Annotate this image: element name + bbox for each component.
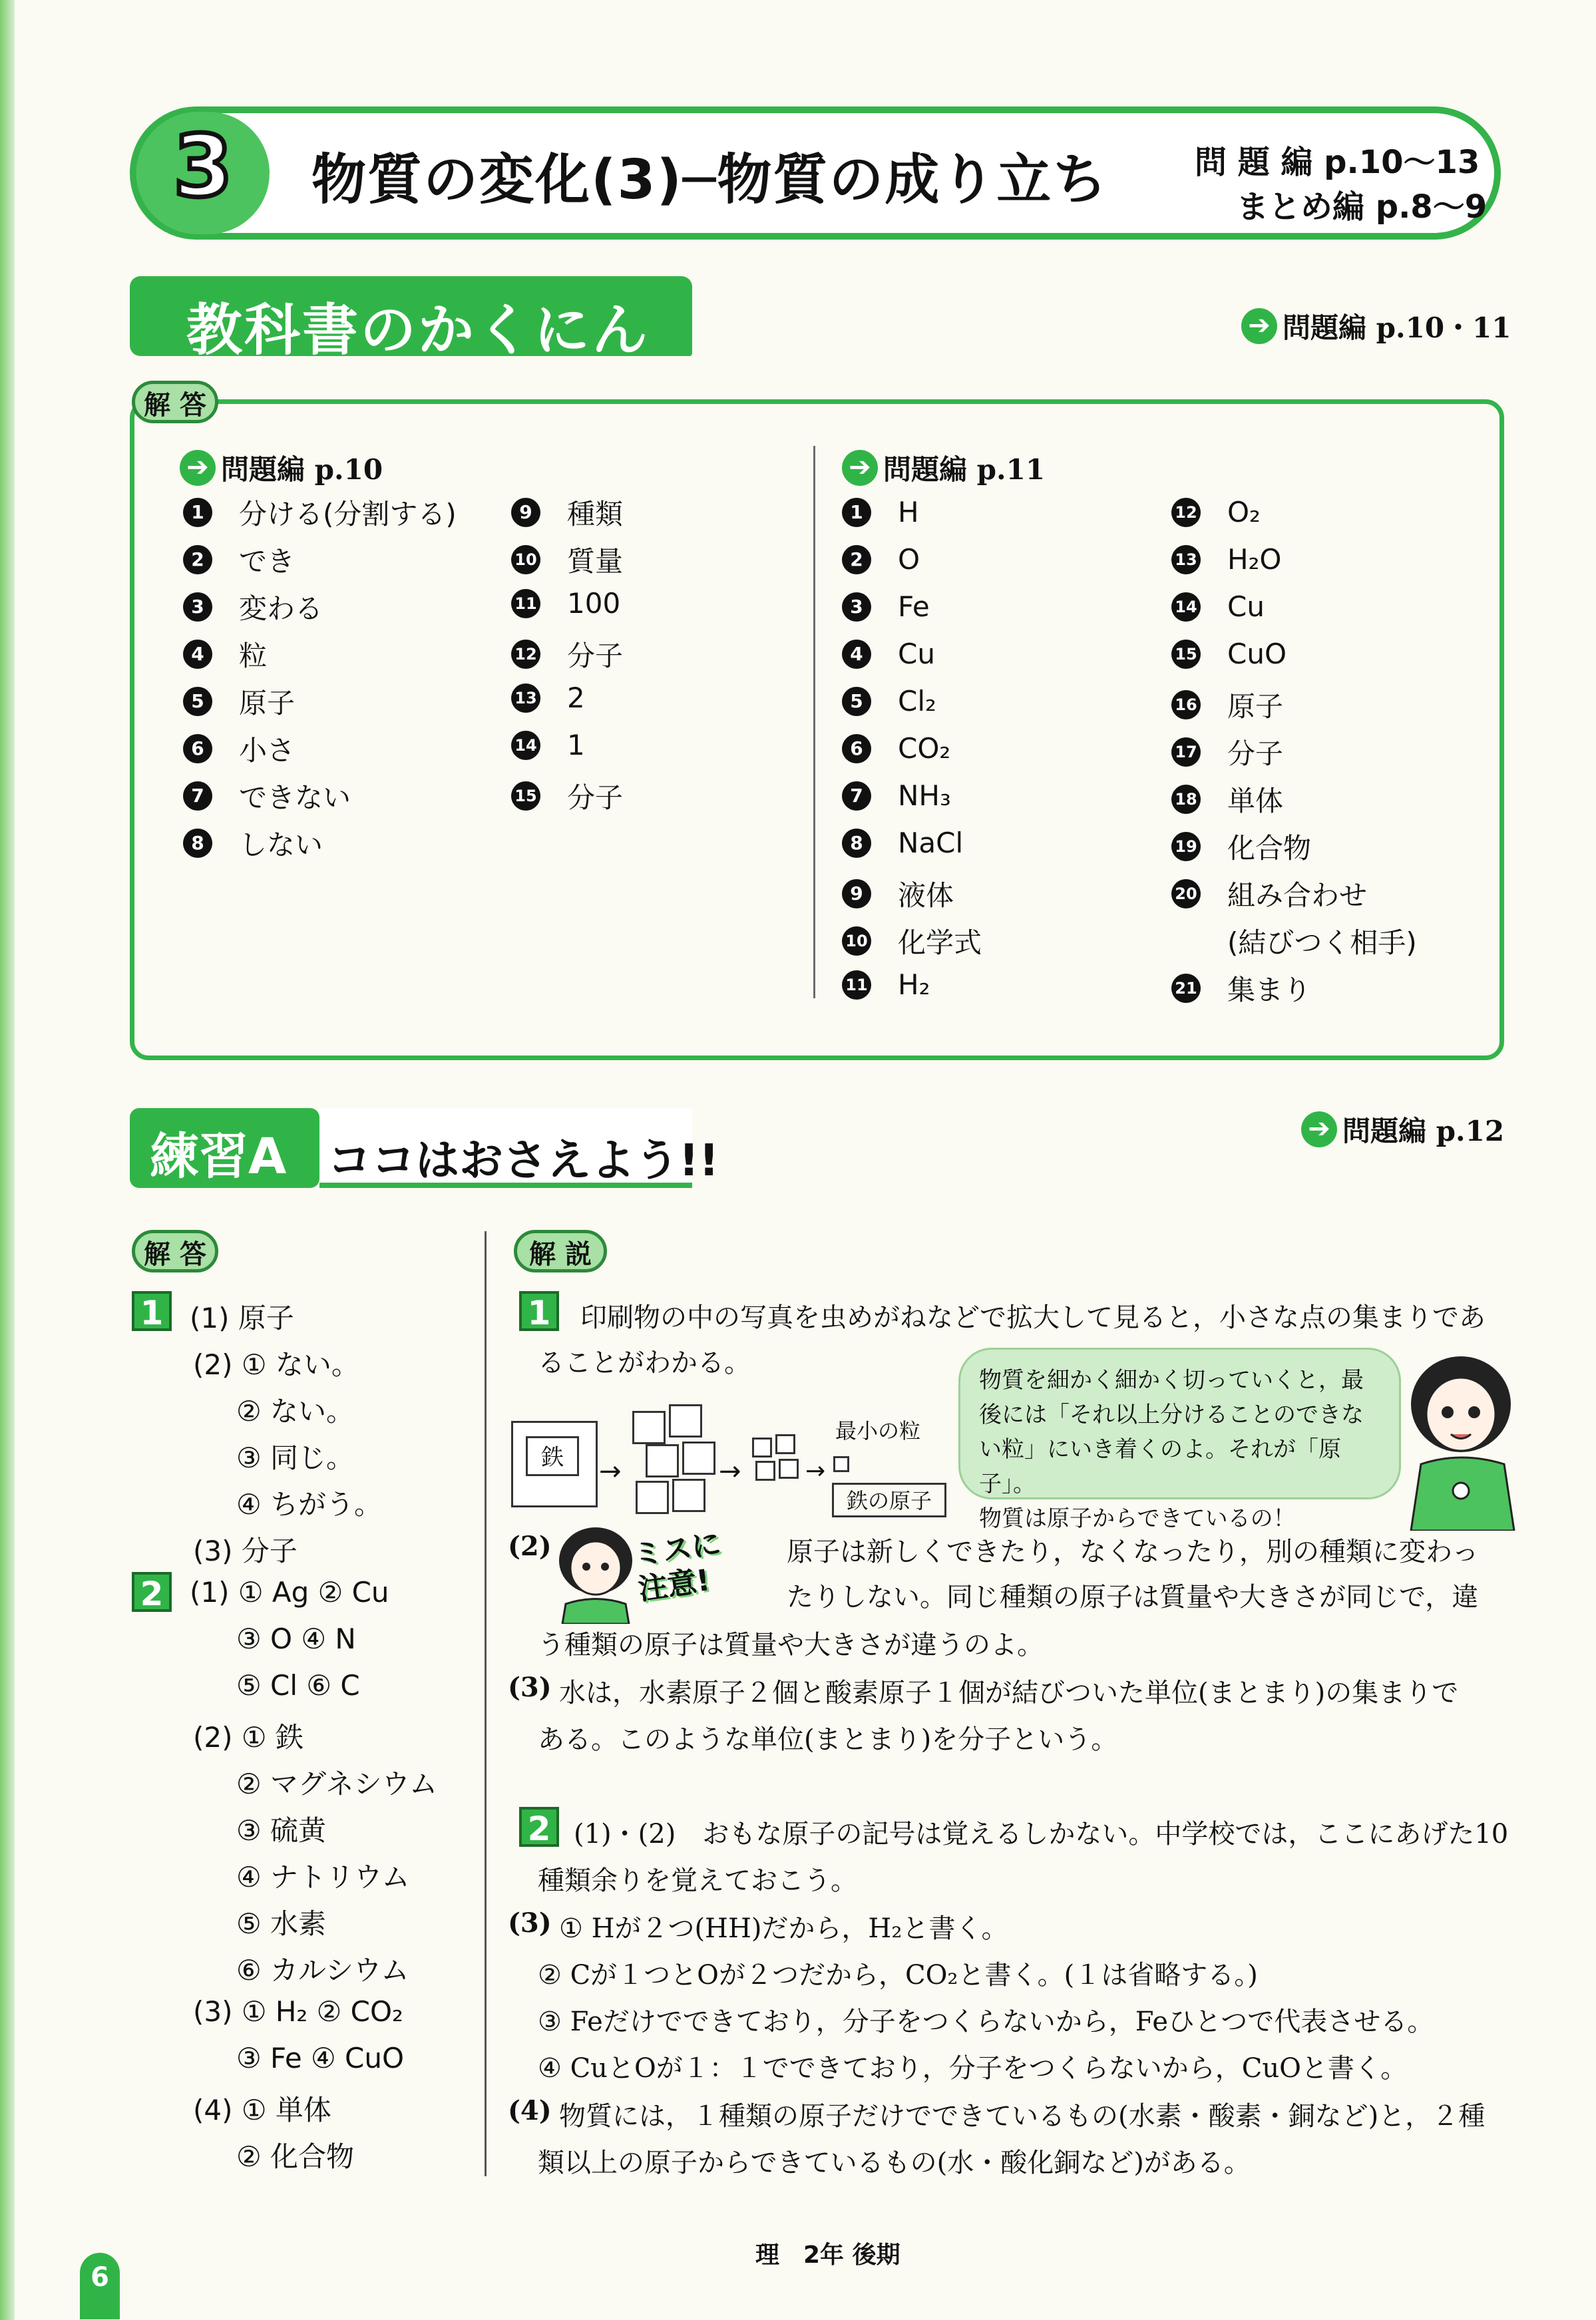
item-number: 11 — [842, 970, 871, 1000]
item-text: NaCl — [898, 827, 964, 859]
answer-line: ② 化合物 — [236, 2140, 355, 2173]
item-text: 化学式 — [898, 926, 982, 959]
item-text: 2 — [567, 681, 585, 714]
cube — [682, 1442, 715, 1475]
item-number: 18 — [1171, 785, 1201, 814]
answer-item — [842, 968, 930, 1001]
answer-item — [842, 685, 936, 717]
item-text: 分子 — [567, 640, 624, 672]
practice-a-title: 練習A — [150, 1128, 287, 1185]
footer-subject: 理 2年 後期 — [755, 2241, 900, 2269]
answer-item — [842, 779, 951, 812]
item-number: 21 — [1171, 974, 1201, 1003]
item-number: 15 — [1171, 640, 1201, 669]
answer-line: (1) 原子 — [190, 1302, 294, 1334]
item-number: 1 — [183, 498, 212, 527]
answer-item — [842, 732, 950, 765]
item-number: 3 — [183, 592, 212, 622]
answer-line: ⑥ カルシウム — [236, 1954, 409, 1987]
item-text: H — [898, 496, 919, 528]
answer-item — [842, 827, 963, 859]
column-divider — [813, 446, 815, 998]
answer-item — [183, 492, 457, 532]
speech-bubble — [958, 1348, 1401, 1532]
arrow-right-icon: ➔ — [1241, 308, 1277, 344]
cube — [632, 1411, 666, 1444]
cube — [779, 1459, 799, 1479]
item-text: Cu — [898, 638, 935, 670]
item-number: 2 — [183, 545, 212, 574]
item-number: 6 — [183, 734, 212, 763]
answer-line: (1) ① Ag ② Cu — [190, 1576, 389, 1609]
item-text: O₂ — [1227, 496, 1261, 528]
item-text: (結びつく相手) — [1227, 926, 1417, 959]
answer-item — [1171, 732, 1283, 772]
answer-item — [1171, 638, 1287, 670]
exp-line: ② Cが１つとOが２つだから，CO₂と書く。(１は省略する。) — [538, 1960, 1258, 1991]
explanation-label: 解 説 — [514, 1230, 607, 1272]
cube — [669, 1404, 702, 1438]
answer-item — [1171, 921, 1417, 961]
question-1-marker: 1 — [132, 1291, 185, 1331]
practice-a-subtitle: ココはおさえよう!! — [327, 1135, 719, 1186]
answer-item — [183, 823, 323, 863]
item-text: Fe — [898, 590, 930, 623]
item-number: 7 — [183, 781, 212, 811]
exp-line: う種類の原子は質量や大きさが違うのよ。 — [538, 1630, 1044, 1660]
item-number: 10 — [842, 926, 871, 956]
smallest-cube — [833, 1456, 849, 1472]
item-text: しない — [239, 829, 323, 861]
item-text: 変わる — [239, 592, 323, 625]
item-text: 分子 — [1227, 737, 1284, 770]
bubble-line: 物質を細かく細かく切っていくと，最 — [979, 1367, 1364, 1394]
exp-line: ③ Feだけでできており，分子をつくらないから，Feひとつで代表させる。 — [538, 2007, 1434, 2037]
item-number: 4 — [842, 640, 871, 669]
cube — [646, 1444, 679, 1477]
item-number: 12 — [511, 640, 540, 669]
answer-item — [511, 634, 623, 674]
cube — [672, 1479, 705, 1512]
practice-a-tab — [130, 1108, 319, 1188]
item-text: CO₂ — [898, 732, 951, 765]
exp-line: ① Hが２つ(HH)だから，H₂と書く。 — [559, 1913, 1008, 1944]
item-text: 種類 — [567, 498, 624, 530]
answer-item — [1171, 685, 1283, 725]
answer-item — [183, 729, 295, 769]
item-number: 11 — [511, 589, 540, 618]
answer-item — [511, 492, 623, 532]
answer-item — [1171, 496, 1261, 528]
answer-line: ③ O ④ N — [236, 1623, 356, 1655]
answer-line: ③ 同じ。 — [236, 1442, 355, 1474]
item-number: 5 — [183, 687, 212, 716]
answer-item — [1171, 827, 1311, 867]
item-text: NH₃ — [898, 779, 951, 812]
item-text: O — [898, 543, 920, 576]
item-number: 5 — [842, 687, 871, 716]
answer-item — [183, 587, 323, 627]
item-text: 化合物 — [1227, 832, 1312, 865]
answer-item — [1171, 874, 1367, 914]
exp-q2-marker: 2 — [519, 1807, 572, 1847]
exp-line: 水は，水素原子２個と酸素原子１個が結びついた単位(まとまり)の集まりで — [559, 1678, 1459, 1708]
answer-line: ② マグネシウム — [236, 1768, 438, 1800]
answer-line: ③ 硫黄 — [236, 1814, 327, 1847]
cube — [636, 1481, 669, 1514]
bubble-line: 後には「それ以上分けることのできな — [979, 1402, 1364, 1428]
answer-item — [1171, 590, 1265, 623]
item-number: 4 — [183, 640, 212, 669]
answer-item — [842, 496, 919, 528]
chapter-number-badge — [136, 112, 270, 234]
item-text: 分ける(分割する) — [239, 498, 457, 530]
answer-item — [842, 921, 982, 961]
item-text: H₂ — [898, 968, 930, 1001]
exp-line: ④ CuとOが１：１でできており，分子をつくらないから，CuOと書く。 — [538, 2053, 1408, 2084]
answer-line: ⑤ 水素 — [236, 1907, 327, 1940]
answer-line: (2) ① ない。 — [193, 1348, 359, 1381]
item-number: 17 — [1171, 737, 1201, 767]
answer-item — [842, 638, 935, 670]
item-number: 15 — [511, 781, 540, 811]
arrow-2: → — [719, 1456, 741, 1487]
exp-mark: (3) — [508, 1672, 552, 1703]
item-number: 1 — [842, 498, 871, 527]
item-text: 1 — [567, 729, 585, 761]
answer-line: (3) 分子 — [193, 1535, 298, 1567]
answer-item — [511, 681, 585, 714]
item-number: 14 — [1171, 592, 1201, 622]
exp-line: 種類余りを覚えておこう。 — [538, 1865, 857, 1896]
girl-character-illustration — [1398, 1351, 1524, 1531]
exp-line: 印刷物の中の写真を虫めがねなどで拡大して見ると，小さな点の集まりであ — [580, 1302, 1486, 1333]
exp-line: 類以上の原子からできているもの(水・酸化銅など)がある。 — [538, 2148, 1251, 2178]
arrow-right-icon: ➔ — [180, 450, 216, 486]
answer-line: ② ない。 — [236, 1395, 355, 1428]
cube — [752, 1438, 772, 1457]
item-number: 10 — [511, 545, 540, 574]
item-text: 質量 — [567, 545, 624, 578]
item-number: 13 — [1171, 545, 1201, 574]
item-number: 9 — [511, 498, 540, 527]
item-text: 液体 — [898, 879, 954, 912]
caution-badge: ミスに注意! — [631, 1526, 723, 1607]
answer-label: 解 答 — [132, 381, 218, 423]
exp-q1-marker: 1 — [519, 1291, 572, 1331]
answer-line: ④ ちがう。 — [236, 1488, 383, 1521]
exp-line: (1)・(2) おもな原子の記号は覚えるしかない。中学校では，ここにあげた10 — [574, 1819, 1509, 1849]
answer-item — [842, 590, 930, 623]
item-text: Cu — [1227, 590, 1265, 623]
answer-line: (4) ① 単体 — [193, 2094, 331, 2126]
item-number: 20 — [1171, 879, 1201, 908]
answer-item — [842, 543, 920, 576]
item-number: 12 — [1171, 498, 1201, 527]
exp-line: 物質には，１種類の原子だけでできているもの(水素・酸素・銅など)と，２種 — [559, 2101, 1486, 2132]
item-number: 19 — [1171, 832, 1201, 861]
answer-item — [183, 776, 351, 816]
item-text: 分子 — [567, 781, 624, 814]
item-text: できない — [239, 781, 351, 814]
answer-line: (2) ① 鉄 — [193, 1721, 303, 1754]
chapter-number: 3 — [173, 117, 233, 216]
item-text: 粒 — [239, 640, 268, 672]
item-number: 2 — [842, 545, 871, 574]
item-number: 14 — [511, 731, 540, 760]
answer-item — [183, 634, 267, 674]
item-text: でき — [239, 545, 296, 578]
item-text: 単体 — [1227, 785, 1284, 817]
iron-atom-label: 鉄の原子 — [832, 1483, 946, 1517]
item-text: H₂O — [1227, 543, 1282, 576]
answer-line: ④ ナトリウム — [236, 1861, 410, 1893]
bubble-line: い粒」にいき着くのよ。それが「原子」。 — [979, 1436, 1341, 1497]
answer-item — [511, 776, 623, 816]
arrow-1: → — [599, 1456, 622, 1487]
item-text: 集まり — [1227, 974, 1312, 1006]
cube — [755, 1461, 775, 1481]
item-text: 100 — [567, 587, 621, 620]
page-edge — [0, 0, 15, 2320]
section1-ref: ➔ 問題編 p.10・11 — [1241, 306, 1511, 346]
right-col-ref: ➔ 問題編 p.11 — [842, 448, 1045, 488]
bubble-line: 物質は原子からできているの！ — [979, 1505, 1296, 1532]
item-number: 6 — [842, 734, 871, 763]
answer-item — [842, 874, 954, 914]
answer-item — [1171, 779, 1283, 819]
ref-summary: まとめ編 p.8〜9 — [1237, 188, 1488, 226]
item-number: 16 — [1171, 690, 1201, 719]
item-number: 9 — [842, 879, 871, 908]
answer-label-2: 解 答 — [132, 1230, 218, 1272]
answer-line: ⑤ Cl ⑥ C — [236, 1669, 360, 1702]
smallest-particle-label: 最小の粒 — [835, 1418, 921, 1444]
answer-item — [183, 681, 295, 721]
item-text: 原子 — [239, 687, 296, 719]
answer-item — [183, 540, 295, 580]
item-text: 小さ — [239, 734, 296, 767]
iron-label: 鉄 — [526, 1436, 579, 1476]
caution-girl-illustration — [549, 1524, 642, 1624]
item-text: Cl₂ — [898, 685, 936, 717]
item-text: 組み合わせ — [1227, 879, 1368, 912]
atom-diagram — [506, 1398, 958, 1544]
chapter-title: 物質の変化(3)─物質の成り立ち — [311, 148, 1109, 212]
item-text: CuO — [1227, 638, 1287, 670]
page-number: 6 — [91, 2262, 109, 2293]
arrow-3: → — [805, 1457, 826, 1485]
arrow-right-icon: ➔ — [1301, 1111, 1337, 1147]
item-number: 3 — [842, 592, 871, 622]
section-textbook-tab — [130, 276, 692, 363]
question-2-marker: 2 — [132, 1572, 185, 1612]
exp-line: 原子は新しくできたり，なくなったり，別の種類に変わっ — [787, 1537, 1479, 1567]
exp-line: ることがわかる。 — [538, 1348, 751, 1378]
arrow-right-icon: ➔ — [842, 450, 878, 486]
item-text: 原子 — [1227, 690, 1284, 723]
answer-item — [511, 587, 620, 620]
answer-item — [511, 729, 585, 761]
item-number: 8 — [183, 829, 212, 858]
exp-mark: (4) — [508, 2095, 552, 2126]
item-number: 8 — [842, 829, 871, 858]
answer-item — [1171, 543, 1281, 576]
exp-mark: (2) — [508, 1531, 552, 1562]
section-textbook-title: 教科書のかくにん — [186, 297, 650, 363]
cube — [775, 1434, 795, 1454]
answer-item — [511, 540, 623, 580]
item-number: 13 — [511, 683, 540, 713]
section2-ref: ➔ 問題編 p.12 — [1301, 1109, 1504, 1149]
item-number: 7 — [842, 781, 871, 811]
ref-problem: 問 題 編 p.10〜13 — [1195, 144, 1480, 181]
answer-line: (3) ① H₂ ② CO₂ — [193, 1995, 403, 2028]
exp-line: ある。このような単位(まとまり)を分子という。 — [538, 1724, 1118, 1755]
exp-line: たりしない。同じ種類の原子は質量や大きさが同じで，違 — [787, 1582, 1479, 1613]
page-number-tab — [80, 2253, 120, 2319]
exp-mark: (3) — [508, 1907, 552, 1939]
answer-explanation-divider — [485, 1231, 487, 2176]
answer-item — [1171, 968, 1311, 1008]
answer-line: ③ Fe ④ CuO — [236, 2042, 405, 2074]
left-col-ref: ➔ 問題編 p.10 — [180, 448, 383, 488]
